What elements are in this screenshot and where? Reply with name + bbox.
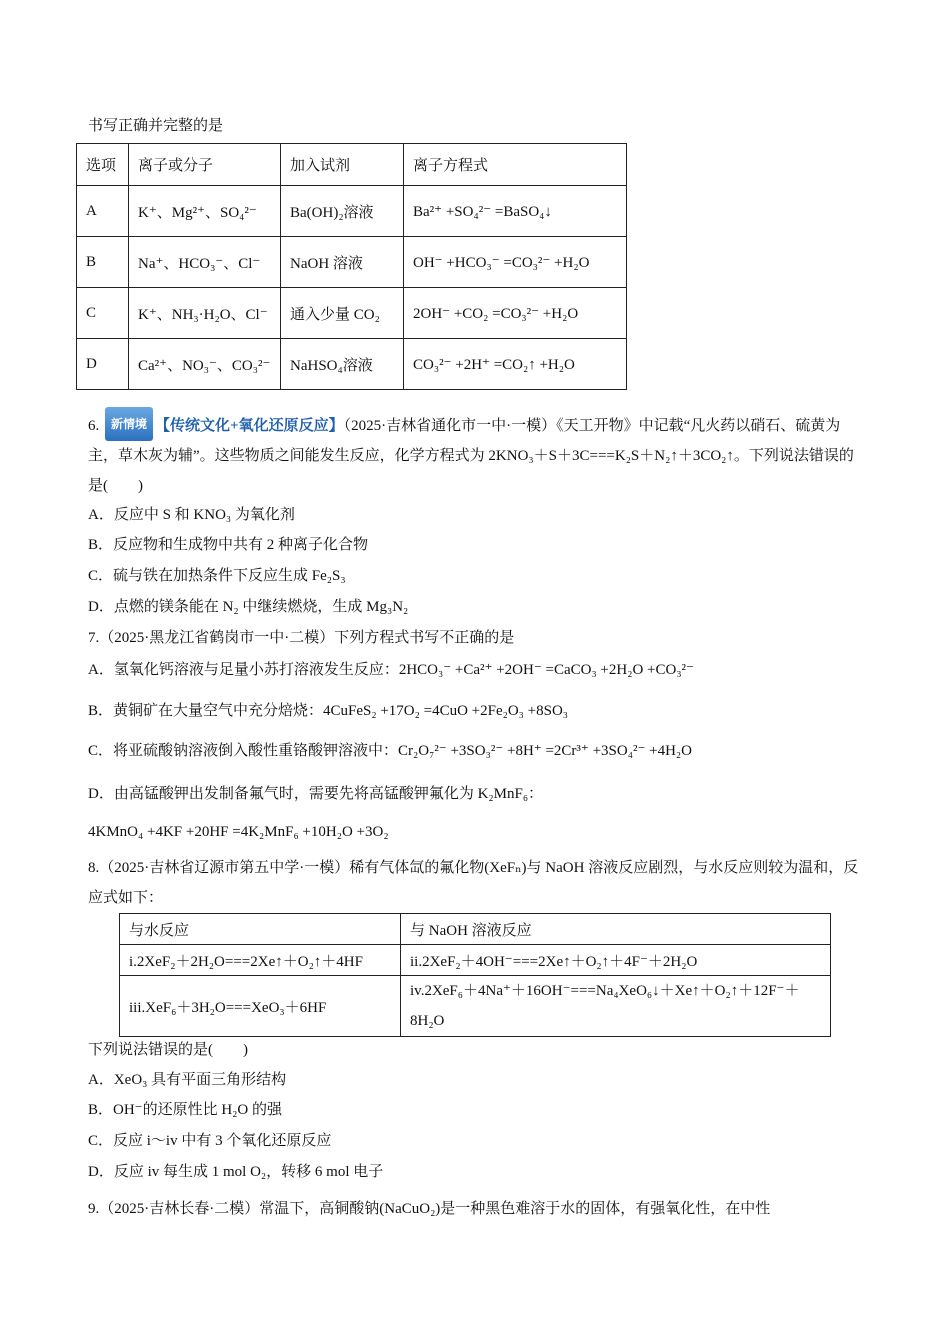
row-reagent: NaOH 溶液 [281, 237, 404, 288]
row-ions: K⁺、Mg²⁺、SO₄²⁻ [129, 186, 281, 237]
q7-option-a-equation: 2HCO₃⁻ +Ca²⁺ +2OH⁻ =CaCO₃ +2H₂O +CO₃²⁻ [398, 662, 694, 678]
q7-option-d: D．由高锰酸钾出发制备氟气时，需要先将高锰酸钾氟化为 K₂MnF₆： [88, 786, 544, 802]
row-equation: CO₃²⁻ +2H⁺ =CO₂↑ +H₂O [404, 339, 627, 390]
row-reagent: 通入少量 CO₂ [281, 288, 404, 339]
q7-option-a [88, 660, 694, 680]
row-option: C [77, 288, 129, 339]
table-header-row [120, 914, 831, 945]
table-row [77, 339, 627, 390]
row-equation: OH⁻ +HCO₃⁻ =CO₃²⁻ +H₂O [404, 237, 627, 288]
table-row [77, 288, 627, 339]
q7-option-c [88, 741, 692, 761]
table-row [77, 237, 627, 288]
q6-option-b: B．反应物和生成物中共有 2 种离子化合物 [88, 537, 369, 553]
q8-option-a: A．XeO₃ 具有平面三角形结构 [88, 1072, 287, 1088]
header-equation: 离子方程式 [404, 144, 627, 186]
table-row [120, 976, 831, 1037]
q8-option-d: D．反应 iv 每生成 1 mol O₂，转移 6 mol 电子 [88, 1164, 384, 1180]
reaction-iv: iv.2XeF₆＋4Na⁺＋16OH⁻===Na₄XeO₆↓＋Xe↑＋O₂↑＋12F⁻＋8H₂O [401, 976, 831, 1037]
question-6-number: 6. [88, 418, 100, 434]
question-8-question: 下列说法错误的是( ) [88, 1042, 248, 1058]
reaction-i: i.2XeF₂＋2H₂O===2Xe↑＋O₂↑＋4HF [120, 945, 401, 976]
table-row [77, 186, 627, 237]
row-equation: 2OH⁻ +CO₂ =CO₃²⁻ +H₂O [404, 288, 627, 339]
ion-table [76, 143, 627, 390]
reaction-ii: ii.2XeF₂＋4OH⁻===2Xe↑＋O₂↑＋4F⁻＋2H₂O [401, 945, 831, 976]
table-row [120, 945, 831, 976]
question-6 [88, 407, 866, 501]
row-ions: Na⁺、HCO₃⁻、Cl⁻ [129, 237, 281, 288]
header-naoh: 与 NaOH 溶液反应 [401, 914, 831, 945]
q7-option-b-text: B．黄铜矿在大量空气中充分焙烧： [88, 703, 324, 719]
table-header-row [77, 144, 627, 186]
q8-option-b: B．OH⁻的还原性比 H₂O 的强 [88, 1102, 282, 1118]
question-6-stem: （2025·吉林省通化市一中·一模）《天工开物》中记载“凡火药以硝石、硫黄为主，草木灰为辅”。这些物质之间能发生反应，化学方程式为 2KNO₃＋S＋3C===K₂S＋N₂↑＋3CO₂↑。下列说法错误的是( ) [88, 418, 854, 494]
row-reagent: NaHSO₄溶液 [281, 339, 404, 390]
q6-option-c: C．硫与铁在加热条件下反应生成 Fe₂S₃ [88, 568, 346, 584]
q8-option-c: C．反应 i～iv 中有 3 个氧化还原反应 [88, 1133, 332, 1149]
question-6-tag: 【传统文化+氧化还原反应】 [155, 418, 344, 434]
row-reagent: Ba(OH)₂溶液 [281, 186, 404, 237]
question-8-stem: 8.（2025·吉林省辽源市第五中学·一模）稀有气体氙的氟化物(XeFₙ)与 NaOH 溶液反应剧烈，与水反应则较为温和，反应式如下： [88, 860, 859, 906]
header-ions: 离子或分子 [129, 144, 281, 186]
header-water: 与水反应 [120, 914, 401, 945]
question-7-stem: 7.（2025·黑龙江省鹤岗市一中·二模）下列方程式书写不正确的是 [88, 630, 515, 646]
row-ions: Ca²⁺、NO₃⁻、CO₃²⁻ [129, 339, 281, 390]
q7-option-c-text: C．将亚硫酸钠溶液倒入酸性重铬酸钾溶液中： [88, 743, 399, 759]
xenon-reaction-table [119, 913, 831, 1037]
new-context-badge: 新情境 [105, 407, 153, 441]
row-option: A [77, 186, 129, 237]
q6-option-d: D．点燃的镁条能在 N₂ 中继续燃烧，生成 Mg₃N₂ [88, 599, 409, 615]
q7-option-a-text: A．氢氧化钙溶液与足量小苏打溶液发生反应： [88, 662, 399, 678]
q7-option-c-equation: Cr₂O₇²⁻ +3SO₃²⁻ +8H⁺ =2Cr³⁺ +3SO₄²⁻ +4H₂O [398, 743, 692, 759]
q7-option-d-equation: 4KMnO₄ +4KF +20HF =4K₂MnF₆ +10H₂O +3O₂ [88, 824, 389, 840]
question-9-stem: 9.（2025·吉林长春·二模）常温下，高铜酸钠(NaCuO₂)是一种黑色难溶于水的固体，有强氧化性，在中性 [88, 1201, 771, 1217]
intro-text: 书写正确并完整的是 [88, 118, 224, 134]
row-option: B [77, 237, 129, 288]
row-option: D [77, 339, 129, 390]
q6-option-a: A．反应中 S 和 KNO₃ 为氧化剂 [88, 507, 295, 523]
reaction-iii: iii.XeF₆＋3H₂O===XeO₃＋6HF [120, 976, 401, 1037]
q7-option-b-equation: 4CuFeS₂ +17O₂ =4CuO +2Fe₂O₃ +8SO₃ [323, 703, 569, 719]
q7-option-b [88, 701, 568, 721]
row-equation: Ba²⁺ +SO₄²⁻ =BaSO₄↓ [404, 186, 627, 237]
row-ions: K⁺、NH₃·H₂O、Cl⁻ [129, 288, 281, 339]
header-reagent: 加入试剂 [281, 144, 404, 186]
header-option: 选项 [77, 144, 129, 186]
